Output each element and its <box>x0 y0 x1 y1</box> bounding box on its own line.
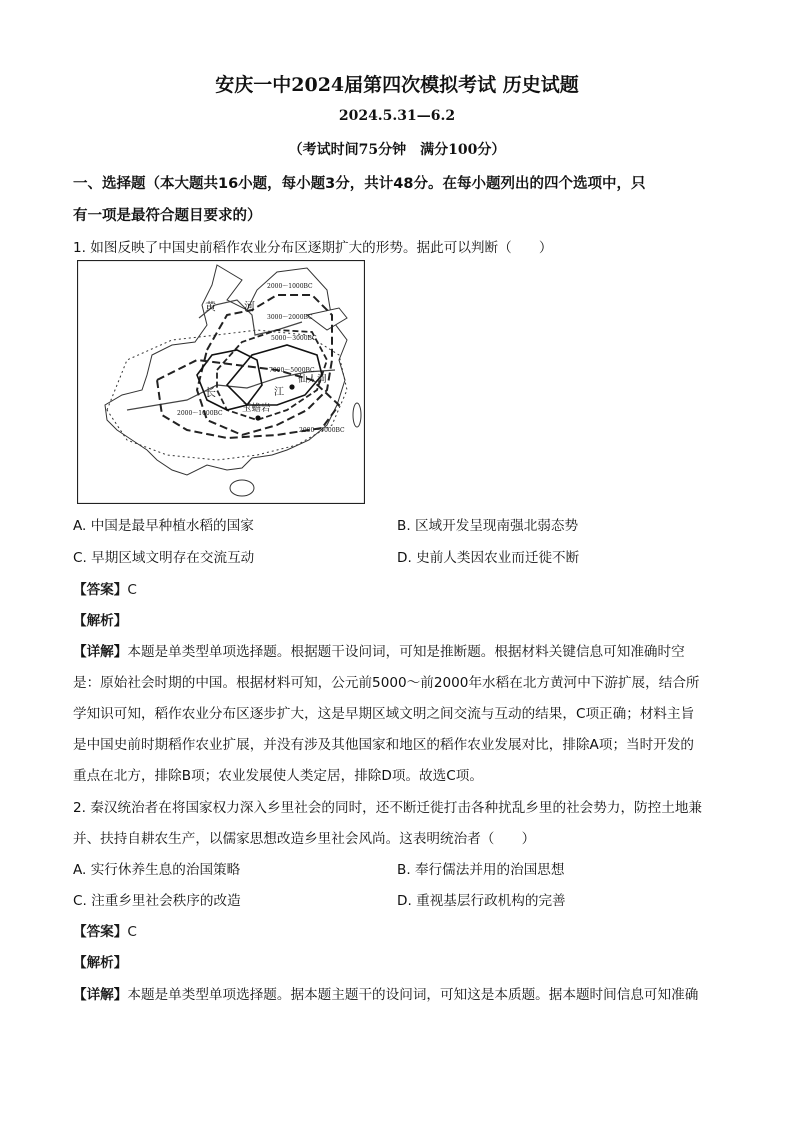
map-label-chang: 长 <box>205 386 216 399</box>
q1-option-c: C. 早期区域文明存在交流互动 <box>73 550 255 566</box>
q1-detail-line2: 是：原始社会时期的中国。根据材料可知，公元前5000～前2000年水稻在北方黄河中下游扩展，结合所 <box>73 675 700 691</box>
exam-timing: （考试时间75分钟 满分100分） <box>288 142 506 158</box>
q2-stem-line2: 并、扶持自耕农生产，以儒家思想改造乡里社会风尚。这表明统治者（ ） <box>73 831 536 847</box>
q1-answer-value: C <box>127 582 137 598</box>
map-label-yuchanyan: 玉蟾岩 <box>242 403 271 414</box>
q1-option-a: A. 中国是最早种植水稻的国家 <box>73 518 254 534</box>
map-period-3: 5000～3000BC <box>271 335 317 342</box>
map-period-4: 7000～5000BC <box>269 367 315 374</box>
exam-date: 2024.5.31—6.2 <box>338 108 456 124</box>
map-period-1: 2000～1000BC <box>267 283 313 290</box>
q2-detail-line1: 【详解】本题是单类型单项选择题。据本题主题干的设问词，可知这是本质题。据本题时间信息可知准确 <box>73 987 699 1003</box>
map-label-he: 河 <box>244 300 255 313</box>
q2-option-d: D. 重视基层行政机构的完善 <box>397 893 566 909</box>
q1-detail-line4: 是中国史前时期稻作农业扩展，并没有涉及其他国家和地区的稻作农业发展对比，排除A项；当时开发的 <box>73 737 695 753</box>
q2-answer-value: C <box>127 924 137 940</box>
page-title: 安庆一中2024届第四次模拟考试 历史试题 <box>215 74 579 96</box>
q1-answer-label: 【答案】 <box>73 582 128 598</box>
rice-distribution-map <box>77 260 365 504</box>
q1-detail-line3: 学知识可知，稻作农业分布区逐步扩大，这是早期区域文明之间交流与互动的结果，C项正确；材料主旨 <box>73 706 695 722</box>
q2-stem-line1: 2. 秦汉统治者在将国家权力深入乡里社会的同时，还不断迁徙打击各种扰乱乡里的社会势力，防控土地兼 <box>73 800 703 816</box>
map-period-5: 2000～1000BC <box>177 410 223 417</box>
q2-option-b: B. 奉行儒法并用的治国思想 <box>397 862 565 878</box>
q1-detail-line1: 【详解】本题是单类型单项选择题。根据题干设问词，可知是推断题。根据材料关键信息可知准确时空 <box>73 644 685 660</box>
q2-answer-label: 【答案】 <box>73 924 128 940</box>
q2-answer <box>73 920 137 940</box>
q2-detail-label: 【详解】 <box>73 987 128 1003</box>
map-period-2: 3000～2000BC <box>267 314 313 321</box>
q1-option-d: D. 史前人类因农业而迁徙不断 <box>397 550 580 566</box>
map-label-huang: 黄 <box>205 300 216 313</box>
q1-answer <box>73 578 137 598</box>
q1-detail-label: 【详解】 <box>73 644 128 660</box>
q1-analysis-label: 【解析】 <box>73 613 128 629</box>
q1-stem: 1. 如图反映了中国史前稻作农业分布区逐期扩大的形势。据此可以判断（ ） <box>73 240 553 256</box>
map-label-xianrendong: 仙人洞 <box>298 374 327 385</box>
section-heading-line2: 有一项是最符合题目要求的） <box>73 208 262 224</box>
map-period-6: 2000～1000BC <box>299 427 345 434</box>
q1-option-b: B. 区域开发呈现南强北弱态势 <box>397 518 579 534</box>
q2-analysis-label: 【解析】 <box>73 955 128 971</box>
q2-option-a: A. 实行休养生息的治国策略 <box>73 862 241 878</box>
q2-option-c: C. 注重乡里社会秩序的改造 <box>73 893 241 909</box>
q1-detail-line5: 重点在北方，排除B项；农业发展使人类定居，排除D项。故选C项。 <box>73 768 483 784</box>
section-heading-line1: 一、选择题（本大题共16小题，每小题3分，共计48分。在每小题列出的四个选项中，只 <box>73 176 646 192</box>
map-label-jiang: 江 <box>274 387 284 398</box>
